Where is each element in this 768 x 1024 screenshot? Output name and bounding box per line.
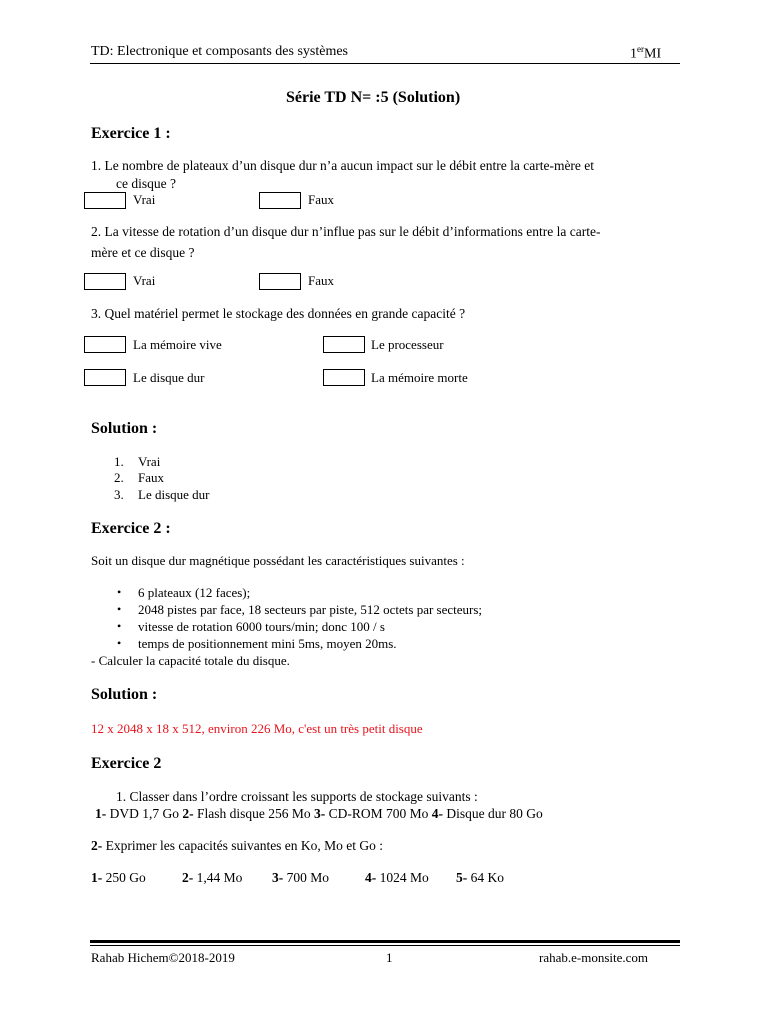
ex1-q3-checkbox-disque-dur[interactable] [84,369,126,386]
ex3-cap-1: 1- 250 Go [91,870,146,885]
footer-page-number: 1 [386,950,393,965]
ex2-bullet-3: vitesse de rotation 6000 tours/min; donc 100 / s [138,619,385,634]
sol2-answer: 12 x 2048 x 18 x 512, environ 226 Mo, c'est un très petit disque [91,721,423,736]
ex1-q1-line1: 1. Le nombre de plateaux d’un disque dur n’a aucun impact sur le débit entre la carte-mère et [91,158,595,173]
header-level: 1erMI [630,44,662,62]
sol1-num-1: 1. [114,454,124,469]
ex1-q2-checkbox-faux[interactable] [259,273,301,290]
ex1-q2-checkbox-vrai[interactable] [84,273,126,290]
header-rule [90,63,680,64]
support-num-4: 4- [431,806,444,821]
exercise-1-heading: Exercice 1 : [91,125,171,142]
ex1-q2-label-vrai: Vrai [133,273,156,288]
support-text-2: Flash disque 256 Mo [193,806,315,821]
bullet-icon: • [117,602,122,616]
sol1-item-3: Le disque dur [138,487,210,502]
ex3-q2-num: 2- [91,838,103,853]
ex1-q3-checkbox-memoire-morte[interactable] [323,369,365,386]
ex3-supports-line [95,806,543,822]
ex1-q3-line: 3. Quel matériel permet le stockage des données en grande capacité ? [91,306,466,321]
support-text-1: DVD 1,7 Go [106,806,183,821]
ex1-q2-line1: 2. La vitesse de rotation d’un disque dur n’influe pas sur le débit d’informations entre la carte- [91,224,601,239]
ex1-q1-label-faux: Faux [308,192,334,207]
ex1-q3-label-memoire-morte: La mémoire morte [371,370,468,385]
support-num-2: 2- [182,806,194,821]
ex2-bullet-2: 2048 pistes par face, 18 secteurs par piste, 512 octets par secteurs; [138,602,483,617]
ex3-cap-5: 5- 64 Ko [456,870,504,885]
sol1-item-2: Faux [138,470,164,485]
support-text-4: Disque dur 80 Go [443,806,543,821]
footer-rule-thin [90,945,680,946]
ex2-bullet-1: 6 plateaux (12 faces); [138,585,251,600]
ex3-q1: 1. Classer dans l’ordre croissant les supports de stockage suivants : [116,789,478,804]
ex1-q2-label-faux: Faux [308,273,334,288]
page-title: Série TD N= :5 (Solution) [286,89,461,106]
sol1-num-3: 3. [114,487,124,502]
ex1-q3-checkbox-memoire-vive[interactable] [84,336,126,353]
exercise-3-heading: Exercice 2 [91,755,162,772]
ex2-intro: Soit un disque dur magnétique possédant les caractéristiques suivantes : [91,553,465,568]
ex1-q1-checkbox-faux[interactable] [259,192,301,209]
ex2-bullet-4: temps de positionnement mini 5ms, moyen 20ms. [138,636,397,651]
bullet-icon: • [117,585,122,599]
ex1-q3-checkbox-processeur[interactable] [323,336,365,353]
ex3-cap-3: 3- 700 Mo [272,870,330,885]
ex3-cap-2: 2- 1,44 Mo [182,870,243,885]
ex1-q1-checkbox-vrai[interactable] [84,192,126,209]
ex3-cap-4: 4- 1024 Mo [365,870,429,885]
support-num-3: 3- [314,806,326,821]
ex3-q2 [91,838,383,854]
sol1-num-2: 2. [114,470,124,485]
exercise-2-heading: Exercice 2 : [91,520,171,537]
ex1-q3-label-processeur: Le processeur [371,337,444,352]
support-num-1: 1- [95,806,107,821]
ex2-task: - Calculer la capacité totale du disque. [91,653,290,668]
solution-1-heading: Solution : [91,420,158,437]
footer-author: Rahab Hichem©2018-2019 [91,950,235,965]
bullet-icon: • [117,619,122,633]
ex1-q3-label-disque-dur: Le disque dur [133,370,205,385]
ex1-q1-label-vrai: Vrai [133,192,156,207]
ex1-q1-line2: ce disque ? [116,176,176,191]
bullet-icon: • [117,636,122,650]
footer-rule-thick [90,940,680,943]
ex1-q3-label-memoire-vive: La mémoire vive [133,337,222,352]
ex1-q2-line2: mère et ce disque ? [91,245,195,260]
footer-site: rahab.e-monsite.com [539,950,649,965]
support-text-3: CD-ROM 700 Mo [325,806,432,821]
header-course: TD: Electronique et composants des systèmes [91,44,348,59]
ex3-q2-text: Exprimer les capacités suivantes en Ko, Mo et Go : [102,838,384,853]
sol1-item-1: Vrai [138,454,161,469]
solution-2-heading: Solution : [91,686,158,703]
